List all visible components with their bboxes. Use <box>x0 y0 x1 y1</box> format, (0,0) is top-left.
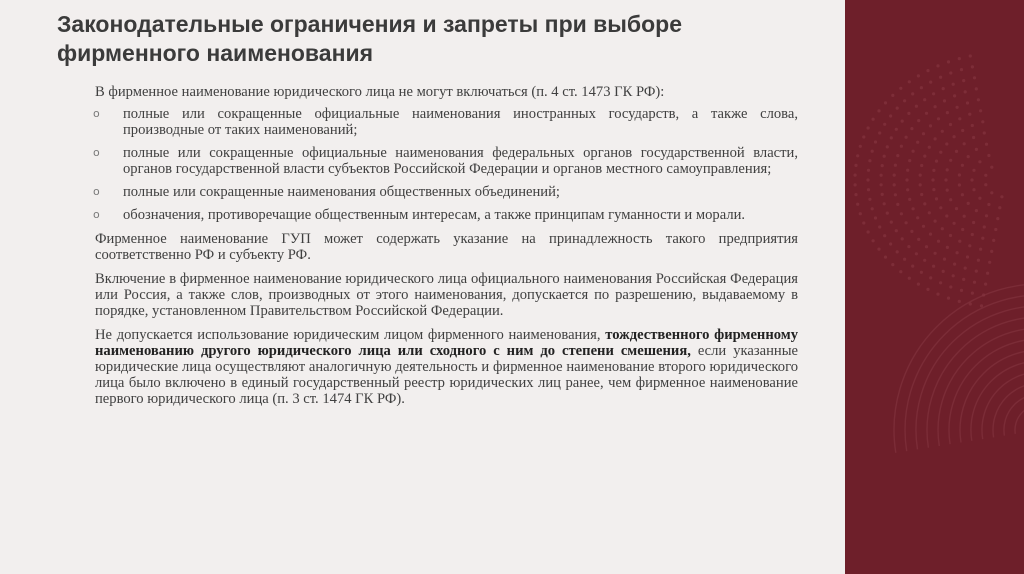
decorative-dot <box>878 131 881 134</box>
decorative-dot <box>949 159 952 162</box>
decorative-dot <box>915 105 918 108</box>
decorative-dot <box>868 198 871 201</box>
list-item-text: полные или сокращенные официальные наименования иностранных государств, а также слова, производные от таких наименований; <box>123 106 798 138</box>
decorative-dot <box>969 54 972 57</box>
decorative-dot <box>977 98 980 101</box>
decorative-dot <box>883 234 886 237</box>
decorative-dot <box>962 79 965 82</box>
decorative-dot <box>939 281 942 284</box>
decorative-dot <box>956 251 959 254</box>
decorative-dot <box>922 225 925 228</box>
decorative-side-panel <box>845 0 1024 574</box>
decorative-dot <box>932 188 935 191</box>
decorative-dot <box>908 198 911 201</box>
decorative-dot <box>945 142 948 145</box>
decorative-dot <box>871 207 874 210</box>
decorative-dot <box>931 178 934 181</box>
decorative-dot <box>932 92 935 95</box>
decorative-dot <box>937 117 940 120</box>
decorative-dot <box>922 132 925 135</box>
decorative-dot <box>946 111 949 114</box>
bullet-circle-icon: o <box>93 146 100 159</box>
list-item <box>95 145 798 177</box>
decorative-dot <box>894 164 897 167</box>
decorative-dot <box>926 69 929 72</box>
list-item <box>95 207 798 223</box>
decorative-dot <box>967 202 970 205</box>
decorative-dot <box>917 74 920 77</box>
decorative-dot <box>907 245 910 248</box>
decorative-dot <box>923 259 926 262</box>
decorative-dot <box>905 221 908 224</box>
decorative-dot <box>943 99 946 102</box>
decorative-dot <box>891 263 894 266</box>
decorative-dot <box>859 145 862 148</box>
decorative-dot <box>906 169 909 172</box>
decorative-dot <box>908 159 911 162</box>
paragraph-text: если указанные юридические лица осуществляют аналогичную деятельность и фирменное наименование второго юридического лица было включено в единый государственный реестр юридических лиц ранее, чем фирменное наименование первого юридического лица (п. 3 ст. 1474 ГК РФ). <box>95 343 798 407</box>
decorative-dot <box>907 112 910 115</box>
decorative-dot <box>881 193 884 196</box>
decorative-dot <box>880 174 883 177</box>
decorative-dot <box>896 154 899 157</box>
decorative-dot <box>975 87 978 90</box>
decorative-arc <box>916 306 1024 449</box>
decorative-dot <box>947 60 950 63</box>
decorative-dot <box>961 164 964 167</box>
decorative-dot <box>899 87 902 90</box>
decorative-dot <box>972 188 975 191</box>
decorative-dot <box>929 233 932 236</box>
decorative-dot <box>961 228 964 231</box>
decorative-arc <box>905 295 1024 451</box>
decorative-dot <box>981 237 984 240</box>
decorative-dot <box>854 174 857 177</box>
decorative-dot <box>949 234 952 237</box>
decorative-dot <box>878 225 881 228</box>
decorative-dot <box>866 178 869 181</box>
decorative-dot <box>867 169 870 172</box>
decorative-dot <box>966 255 969 258</box>
decorative-dot <box>990 166 993 169</box>
decorative-dot <box>911 265 914 268</box>
decorative-pattern <box>845 0 1024 574</box>
decorative-dot <box>934 137 937 140</box>
decorative-dot <box>920 193 923 196</box>
decorative-dot <box>958 300 961 303</box>
decorative-dot <box>961 129 964 132</box>
decorative-dot <box>939 151 942 154</box>
decorative-dot <box>958 57 961 60</box>
decorative-dot <box>854 183 857 186</box>
decorative-dot <box>883 123 886 126</box>
decorative-dot <box>871 150 874 153</box>
decorative-dot <box>881 164 884 167</box>
decorative-dot <box>949 285 952 288</box>
decorative-dot <box>934 252 937 255</box>
decorative-dot <box>984 183 987 186</box>
decorative-dot <box>884 101 887 104</box>
decorative-dot <box>956 106 959 109</box>
decorative-dot <box>903 99 906 102</box>
decorative-dot <box>942 87 945 90</box>
decorative-dot <box>1000 195 1003 198</box>
decorative-dot <box>990 191 993 194</box>
decorative-dot <box>952 83 955 86</box>
decorative-dot <box>958 240 961 243</box>
decorative-dot <box>895 128 898 131</box>
decorative-dot <box>906 188 909 191</box>
decorative-dot <box>915 252 918 255</box>
decorative-dot <box>970 178 973 181</box>
bullet-circle-icon: o <box>93 208 100 221</box>
decorative-dot <box>972 169 975 172</box>
decorative-dot <box>972 221 975 224</box>
decorative-dot <box>987 154 990 157</box>
decorative-dot <box>877 248 880 251</box>
decorative-dot <box>941 130 944 133</box>
paragraph-bold-text: тождественного фирменному наименованию другого юридического лица или сходного с ним до степени смешения, <box>95 327 799 359</box>
decorative-dot <box>917 283 920 286</box>
decorative-dot <box>934 220 937 223</box>
list-item-text: полные или сокращенные наименования общественных объединений; <box>123 184 560 200</box>
decorative-arc <box>982 372 1024 439</box>
decorative-dot <box>854 164 857 167</box>
decorative-dot <box>936 64 939 67</box>
decorative-dot <box>983 131 986 134</box>
decorative-dot <box>905 178 908 181</box>
decorative-dot <box>883 202 886 205</box>
bullet-circle-icon: o <box>93 107 100 120</box>
decorative-dot <box>986 272 989 275</box>
decorative-dot <box>973 76 976 79</box>
decorative-dot <box>896 250 899 253</box>
decorative-dot <box>964 90 967 93</box>
decorative-dot <box>990 250 993 253</box>
decorative-dot <box>946 168 949 171</box>
decorative-dot <box>985 143 988 146</box>
decorative-dot <box>968 244 971 247</box>
decorative-dot <box>905 136 908 139</box>
decorative-dot <box>911 92 914 95</box>
decorative-dot <box>874 216 877 219</box>
paragraph-russia-name: Включение в фирменное наименование юридического лица официального наименования Российская Федерация или Россия, а также слов, производных от этого наименования, допускается по разрешению, выдаваемому в порядке, установленном Правительством Российской Федерации. <box>95 271 798 319</box>
decorative-dot <box>973 281 976 284</box>
decorative-dot <box>979 248 982 251</box>
decorative-dot <box>964 267 967 270</box>
decorative-dot <box>929 276 932 279</box>
decorative-dot <box>967 155 970 158</box>
decorative-dot <box>891 94 894 97</box>
decorative-dot <box>939 76 942 79</box>
decorative-dot <box>890 221 893 224</box>
decorative-dot <box>926 288 929 291</box>
decorative-dot <box>872 239 875 242</box>
decorative-dot <box>998 206 1001 209</box>
decorative-dot <box>862 221 865 224</box>
decorative-dot <box>984 174 987 177</box>
bullet-list <box>95 106 798 223</box>
decorative-dot <box>941 227 944 230</box>
decorative-dot <box>856 154 859 157</box>
decorative-dot <box>877 109 880 112</box>
decorative-dot <box>946 246 949 249</box>
decorative-dot <box>868 159 871 162</box>
decorative-dot <box>983 225 986 228</box>
decorative-dot <box>971 124 974 127</box>
list-item-text: полные или сокращенные официальные наименования федеральных органов государственной власти, органов государственной власти субъектов Российской Федерации и органов местного самоуправления; <box>123 145 798 177</box>
slide-content <box>95 84 798 415</box>
list-item <box>95 106 798 138</box>
decorative-dot <box>908 80 911 83</box>
decorative-dot <box>975 270 978 273</box>
decorative-dot <box>912 207 915 210</box>
decorative-dot <box>963 142 966 145</box>
decorative-dot <box>896 107 899 110</box>
decorative-dot <box>978 197 981 200</box>
decorative-dot <box>856 203 859 206</box>
decorative-dot <box>925 112 928 115</box>
decorative-dot <box>916 141 919 144</box>
decorative-dot <box>919 174 922 177</box>
decorative-dot <box>971 233 974 236</box>
decorative-dot <box>889 114 892 117</box>
list-item <box>95 184 798 200</box>
decorative-dot <box>936 293 939 296</box>
decorative-dot <box>958 183 961 186</box>
decorative-dot <box>893 183 896 186</box>
decorative-dot <box>996 217 999 220</box>
decorative-dot <box>895 229 898 232</box>
decorative-dot <box>955 150 958 153</box>
decorative-dot <box>884 256 887 259</box>
decorative-dot <box>854 193 857 196</box>
decorative-dot <box>939 206 942 209</box>
decorative-dot <box>980 304 983 307</box>
decorative-arc <box>971 361 1024 441</box>
bullet-circle-icon: o <box>93 185 100 198</box>
decorative-dot <box>945 214 948 217</box>
decorative-dot <box>942 270 945 273</box>
decorative-dot <box>901 120 904 123</box>
decorative-dot <box>928 211 931 214</box>
decorative-dot <box>953 94 956 97</box>
decorative-dot <box>972 136 975 139</box>
decorative-dot <box>949 123 952 126</box>
decorative-dot <box>953 135 956 138</box>
decorative-dot <box>960 289 963 292</box>
decorative-dot <box>917 119 920 122</box>
decorative-dot <box>912 150 915 153</box>
decorative-arc <box>938 328 1024 446</box>
decorative-dot <box>968 113 971 116</box>
decorative-dot <box>880 183 883 186</box>
decorative-dot <box>925 245 928 248</box>
decorative-dot <box>900 212 903 215</box>
decorative-dot <box>953 263 956 266</box>
decorative-dot <box>894 193 897 196</box>
paragraph-identical-name <box>95 327 798 407</box>
decorative-dot <box>923 202 926 205</box>
decorative-dot <box>955 207 958 210</box>
decorative-dot <box>975 148 978 151</box>
decorative-dot <box>961 193 964 196</box>
decorative-dot <box>947 297 950 300</box>
decorative-dot <box>867 230 870 233</box>
decorative-dot <box>883 155 886 158</box>
decorative-dot <box>949 198 952 201</box>
decorative-dot <box>910 230 913 233</box>
decorative-dot <box>890 136 893 139</box>
slide-title: Законодательные ограничения и запреты при выборе фирменного наименования <box>57 11 683 66</box>
decorative-dot <box>975 209 978 212</box>
decorative-dot <box>960 68 963 71</box>
list-item-text: обозначения, противоречащие общественным интересам, а также принципам гуманности и морали. <box>123 207 746 223</box>
decorative-dot <box>978 160 981 163</box>
decorative-dot <box>886 145 889 148</box>
decorative-dot <box>867 126 870 129</box>
decorative-dot <box>889 242 892 245</box>
decorative-dot <box>908 277 911 280</box>
decorative-dot <box>929 124 932 127</box>
decorative-dot <box>958 173 961 176</box>
decorative-dot <box>896 203 899 206</box>
decorative-dot <box>984 283 987 286</box>
decorative-dot <box>952 274 955 277</box>
decorative-dot <box>953 222 956 225</box>
decorative-dot <box>979 109 982 112</box>
decorative-dot <box>917 238 920 241</box>
decorative-dot <box>874 140 877 143</box>
decorative-dot <box>899 270 902 273</box>
decorative-dot <box>958 117 961 120</box>
decorative-dot <box>935 160 938 163</box>
decorative-dot <box>929 81 932 84</box>
decorative-dot <box>872 118 875 121</box>
decorative-dot <box>903 258 906 261</box>
decorative-dot <box>919 183 922 186</box>
decorative-dot <box>992 239 995 242</box>
paragraph-text: Не допускается использование юридическим лицом фирменного наименования, <box>95 327 606 343</box>
decorative-dot <box>932 169 935 172</box>
decorative-dot <box>949 71 952 74</box>
decorative-dot <box>971 292 974 295</box>
decorative-dot <box>900 145 903 148</box>
decorative-dot <box>920 86 923 89</box>
decorative-dot <box>923 155 926 158</box>
decorative-dot <box>946 189 949 192</box>
decorative-dot <box>923 98 926 101</box>
intro-text: В фирменное наименование юридического лица не могут включаться (п. 4 ст. 1473 ГК РФ): <box>95 84 665 100</box>
decorative-dot <box>859 212 862 215</box>
decorative-dot <box>928 146 931 149</box>
decorative-dot <box>943 258 946 261</box>
decorative-dot <box>893 174 896 177</box>
decorative-dot <box>987 203 990 206</box>
decorative-dot <box>901 237 904 240</box>
decorative-dot <box>962 278 965 281</box>
decorative-dot <box>867 188 870 191</box>
decorative-dot <box>920 271 923 274</box>
decorative-dot <box>988 261 991 264</box>
decorative-dot <box>937 240 940 243</box>
decorative-dot <box>935 197 938 200</box>
decorative-dot <box>934 105 937 108</box>
decorative-dot <box>932 265 935 268</box>
decorative-dot <box>963 215 966 218</box>
decorative-dot <box>916 216 919 219</box>
decorative-dot <box>910 127 913 130</box>
decorative-dot <box>920 164 923 167</box>
paragraph-gup: Фирменное наименование ГУП может содержать указание на принадлежность такого предприятия соответственно РФ и субъекту РФ. <box>95 231 798 263</box>
decorative-dot <box>862 135 865 138</box>
decorative-dot <box>985 214 988 217</box>
decorative-arc <box>1015 405 1024 434</box>
decorative-dot <box>981 120 984 123</box>
decorative-dot <box>966 101 969 104</box>
decorative-dot <box>971 65 974 68</box>
decorative-dot <box>944 178 947 181</box>
decorative-dot <box>994 228 997 231</box>
decorative-dot <box>886 212 889 215</box>
decorative-dot <box>977 259 980 262</box>
